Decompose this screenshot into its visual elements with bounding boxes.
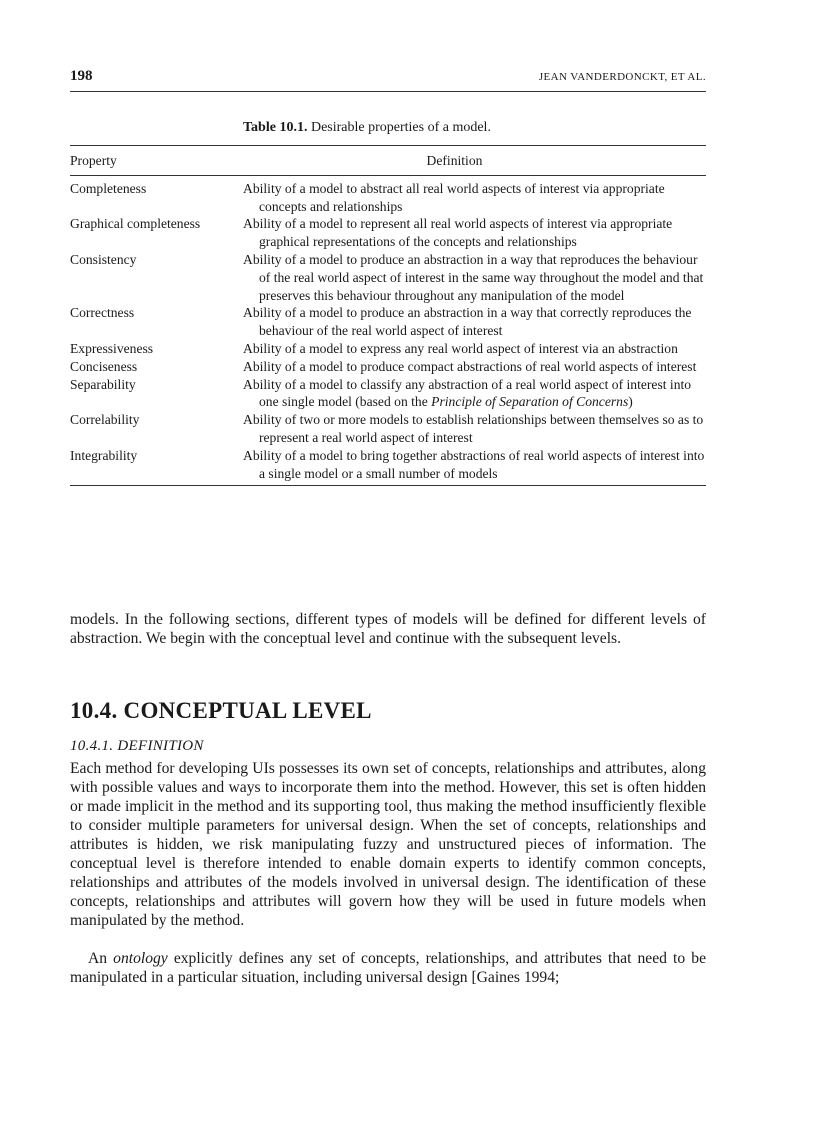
- table-caption: [243, 120, 491, 136]
- table-row: [70, 411, 706, 447]
- property-cell: Completeness: [70, 180, 147, 196]
- property-cell: Correctness: [70, 305, 135, 321]
- definition-cell: Ability of two or more models to establish relationships between themselves so as to represent a real world aspect of interest: [243, 412, 704, 445]
- table-row: [70, 340, 706, 358]
- property-cell: Separability: [70, 376, 136, 392]
- running-head: [70, 68, 706, 92]
- table-caption-text: Desirable properties of a model.: [310, 120, 491, 135]
- paragraph-text: explicitly defines any set of concepts, relationships, and attributes that need to be manipulated in a particular situation, including universal design [Gaines 1994;: [70, 950, 706, 986]
- definition-italic-text: Principle of Separation of Concerns: [431, 394, 629, 410]
- table-row: [70, 376, 706, 412]
- definition-cell: Ability of a model to bring together abstractions of real world aspects of interest into a single model or a small number of models: [243, 447, 705, 481]
- page-number: 198: [70, 68, 93, 84]
- property-cell: Graphical completeness: [70, 216, 201, 232]
- table-row: [70, 251, 706, 304]
- body-paragraph: [70, 949, 706, 987]
- ontology-term: ontology: [113, 950, 168, 967]
- table-header-row: [70, 146, 706, 176]
- table-row: [70, 358, 706, 376]
- author-running-head: JEAN VANDERDONCKT, ET AL.: [538, 71, 706, 83]
- column-header-property: Property: [70, 153, 117, 168]
- property-cell: Expressiveness: [70, 340, 154, 356]
- table-caption-label: Table 10.1.: [243, 120, 308, 135]
- definition-cell: Ability of a model to express any real world aspect of interest via an abstraction: [243, 340, 678, 356]
- column-header-definition: Definition: [426, 153, 483, 168]
- table-row: [70, 304, 706, 340]
- subsection-heading: 10.4.1. DEFINITION: [70, 738, 204, 754]
- definition-cell: Ability of a model to represent all real world aspects of interest via appropriate graphical representations of the concepts and relationships: [243, 216, 673, 250]
- body-paragraph: Each method for developing UIs possesses its own set of concepts, relationships and attributes, along with possible values and ways to incorporate them into the method. However, this set is often hidden or made implicit in the method and its supporting tool, thus making the method insufficiently flexible to consider multiple parameters for universal design. When the set of concepts, relationships and attributes is hidden, we risk manipulating fuzzy and unstructured pieces of information. The conceptual level is therefore intended to enable domain experts to identify common concepts, relationships and attributes of the models involved in universal design. The identification of these concepts, relationships and attributes will govern how they will be used in future models when manipulated by the method.: [70, 760, 706, 929]
- definition-cell: Ability of a model to produce an abstraction in a way that reproduces the behaviour of the real world aspect of interest in the same way throughout the model and that preserves this behaviour throughout any manipulation of the model: [243, 251, 704, 303]
- property-cell: Correlability: [70, 412, 140, 428]
- table-row: [70, 447, 706, 483]
- property-cell: Conciseness: [70, 358, 138, 374]
- definition-text: Ability of a model to classify any abstraction of a real world aspect of interest into one single model (based on the: [243, 376, 692, 410]
- table-row: [70, 215, 706, 251]
- body-paragraph: models. In the following sections, different types of models will be defined for different levels of abstraction. We begin with the conceptual level and continue with the subsequent levels.: [70, 611, 706, 647]
- paragraph-text: An: [88, 950, 114, 967]
- definition-text: ): [628, 394, 633, 410]
- properties-table: [70, 145, 706, 486]
- property-cell: Integrability: [70, 447, 138, 463]
- table-body: [70, 176, 706, 486]
- definition-cell: [243, 376, 706, 412]
- property-cell: Consistency: [70, 251, 137, 267]
- table-row: [70, 180, 706, 216]
- section-heading: 10.4. CONCEPTUAL LEVEL: [70, 698, 372, 723]
- definition-cell: Ability of a model to abstract all real world aspects of interest via appropriate concepts and relationships: [243, 180, 665, 214]
- definition-cell: Ability of a model to produce compact abstractions of real world aspects of interest: [243, 358, 697, 374]
- definition-cell: Ability of a model to produce an abstraction in a way that correctly reproduces the behaviour of the real world aspect of interest: [243, 305, 692, 339]
